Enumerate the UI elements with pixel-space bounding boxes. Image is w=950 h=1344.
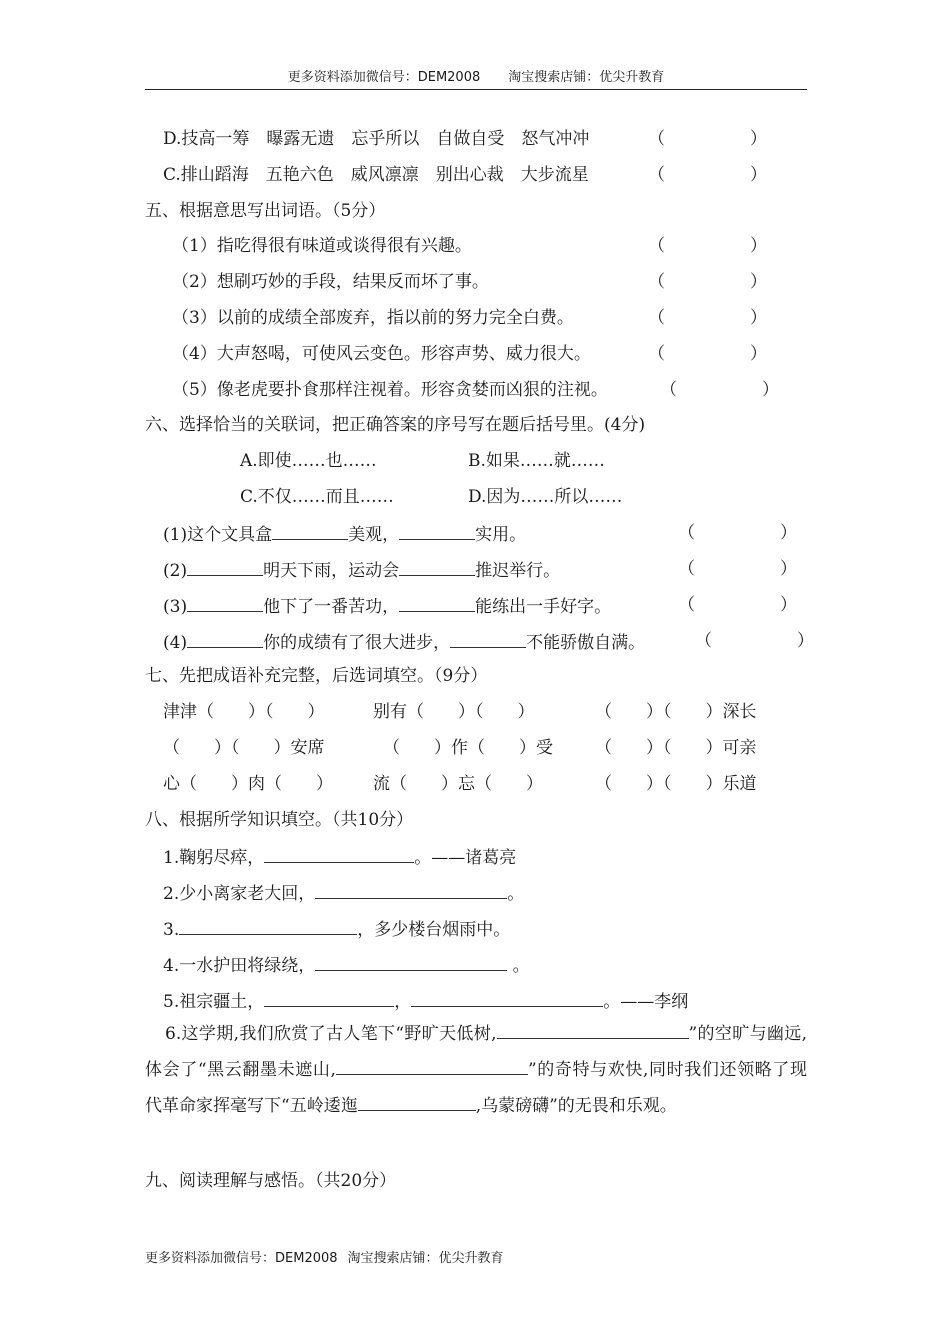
s9-title: 九、阅读理解与感悟。（共20分） (145, 1171, 397, 1191)
answer-paren: （ ） (678, 523, 797, 543)
blank[interactable] (187, 631, 263, 648)
answer-paren: （ ） (648, 236, 767, 256)
s6-option-c: C.不仅……而且…… (240, 487, 394, 507)
blank[interactable] (336, 1058, 528, 1075)
s7-title: 七、先把成语补充完整，后选词填空。（9分） (145, 666, 488, 686)
s7-idiom: 心（ ）肉（ ） (163, 774, 333, 794)
blank[interactable] (264, 846, 414, 863)
s7-idiom: （ ）（ ）深长 (595, 702, 757, 722)
blank[interactable] (399, 523, 475, 540)
blank[interactable] (411, 990, 603, 1007)
s7-idiom: （ ）（ ）可亲 (595, 738, 757, 758)
blank[interactable] (272, 523, 348, 540)
s5-item-3: （3）以前的成绩全部废弃，指以前的努力完全白费。 (172, 308, 574, 328)
s5-item-5: （5）像老虎要扑食那样注视着。形容贪婪而凶狠的注视。 (172, 380, 608, 400)
header-shop: 淘宝搜索店铺：优尖升教育 (508, 70, 665, 85)
s6-question-1: (1)这个文具盒 美观， 实用。 (163, 525, 527, 545)
answer-paren: （ ） (695, 631, 814, 651)
footer-wechat: 更多资料添加微信号：DEM2008 (145, 1251, 338, 1266)
blank[interactable] (315, 882, 507, 899)
s6-title: 六、选择恰当的关联词，把正确答案的序号写在题后括号里。(4分) (145, 415, 646, 435)
s5-title: 五、根据意思写出词语。（5分） (145, 201, 386, 221)
blank[interactable] (358, 1094, 476, 1111)
s6-question-2: (2) 明天下雨，运动会 推迟举行。 (163, 561, 561, 581)
blank[interactable] (315, 954, 507, 971)
blank[interactable] (399, 559, 475, 576)
s8-title: 八、根据所学知识填空。（共10分） (145, 810, 414, 830)
blank[interactable] (187, 559, 263, 576)
blank[interactable] (187, 595, 263, 612)
s8-line-2: 2.少小离家老大回， 。 (163, 884, 525, 904)
footer-shop: 淘宝搜索店铺：优尖升教育 (347, 1251, 504, 1266)
page-header (145, 66, 807, 90)
blank[interactable] (497, 1022, 689, 1039)
s5-item-4: （4）大声怒喝，可使风云变色。形容声势、威力很大。 (172, 344, 591, 364)
answer-paren: （ ） (678, 559, 797, 579)
blank[interactable] (179, 918, 357, 935)
blank[interactable] (450, 631, 526, 648)
s8-line-5: 5.祖宗疆土， ， 。——李纲 (163, 992, 689, 1012)
s6-question-4: (4) 你的成绩有了很大进步， 不能骄傲自满。 (163, 633, 646, 653)
s7-idiom: 流（ ）忘（ ） (373, 774, 543, 794)
answer-paren: （ ） (648, 165, 767, 185)
s7-idiom: （ ）作（ ）受 (383, 738, 553, 758)
s8-paragraph-6: 6.这学期,我们欣赏了古人笔下“野旷天低树, ”的空旷与幽远,体会了“黑云翻墨未遮山, ”的奇特与欢快,同时我们还领略了现代革命家挥毫写下“五岭逶迤 ,乌蒙磅礴”的无畏和乐观。 (145, 1024, 807, 1116)
header-wechat: 更多资料添加微信号：DEM2008 (287, 70, 481, 85)
blank[interactable] (399, 595, 475, 612)
answer-paren: （ ） (660, 380, 779, 400)
s8-line-4: 4.一水护田将绿绕， 。 (163, 956, 530, 976)
s4-option-d: D.技高一筹 曝露无遗 忘乎所以 自做自受 怒气冲冲 (163, 129, 590, 149)
answer-paren: （ ） (648, 308, 767, 328)
s8-line-3: 3. ，多少楼台烟雨中。 (163, 920, 511, 940)
s4-option-c: C.排山蹈海 五艳六色 威风凛凛 别出心裁 大步流星 (163, 165, 589, 185)
answer-paren: （ ） (648, 272, 767, 292)
answer-paren: （ ） (648, 129, 767, 149)
s6-question-3: (3) 他下了一番苦功， 能练出一手好字。 (163, 597, 612, 617)
s6-option-b: B.如果……就…… (468, 451, 605, 471)
s7-idiom: 别有（ ）（ ） (373, 702, 535, 722)
s6-option-d: D.因为……所以…… (468, 487, 623, 507)
s5-item-1: （1）指吃得很有味道或谈得很有兴趣。 (172, 236, 472, 256)
s7-idiom: （ ）（ ）安席 (163, 738, 325, 758)
s8-line-1: 1.鞠躬尽瘁， 。——诸葛亮 (163, 848, 517, 868)
blank[interactable] (264, 990, 394, 1007)
s7-idiom: 津津（ ）（ ） (163, 702, 325, 722)
answer-paren: （ ） (678, 595, 797, 615)
page-footer (145, 1247, 504, 1266)
s6-option-a: A.即使……也…… (240, 451, 377, 471)
s5-item-2: （2）想刷巧妙的手段，结果反而坏了事。 (172, 272, 489, 292)
s7-idiom: （ ）（ ）乐道 (595, 774, 757, 794)
answer-paren: （ ） (648, 344, 767, 364)
